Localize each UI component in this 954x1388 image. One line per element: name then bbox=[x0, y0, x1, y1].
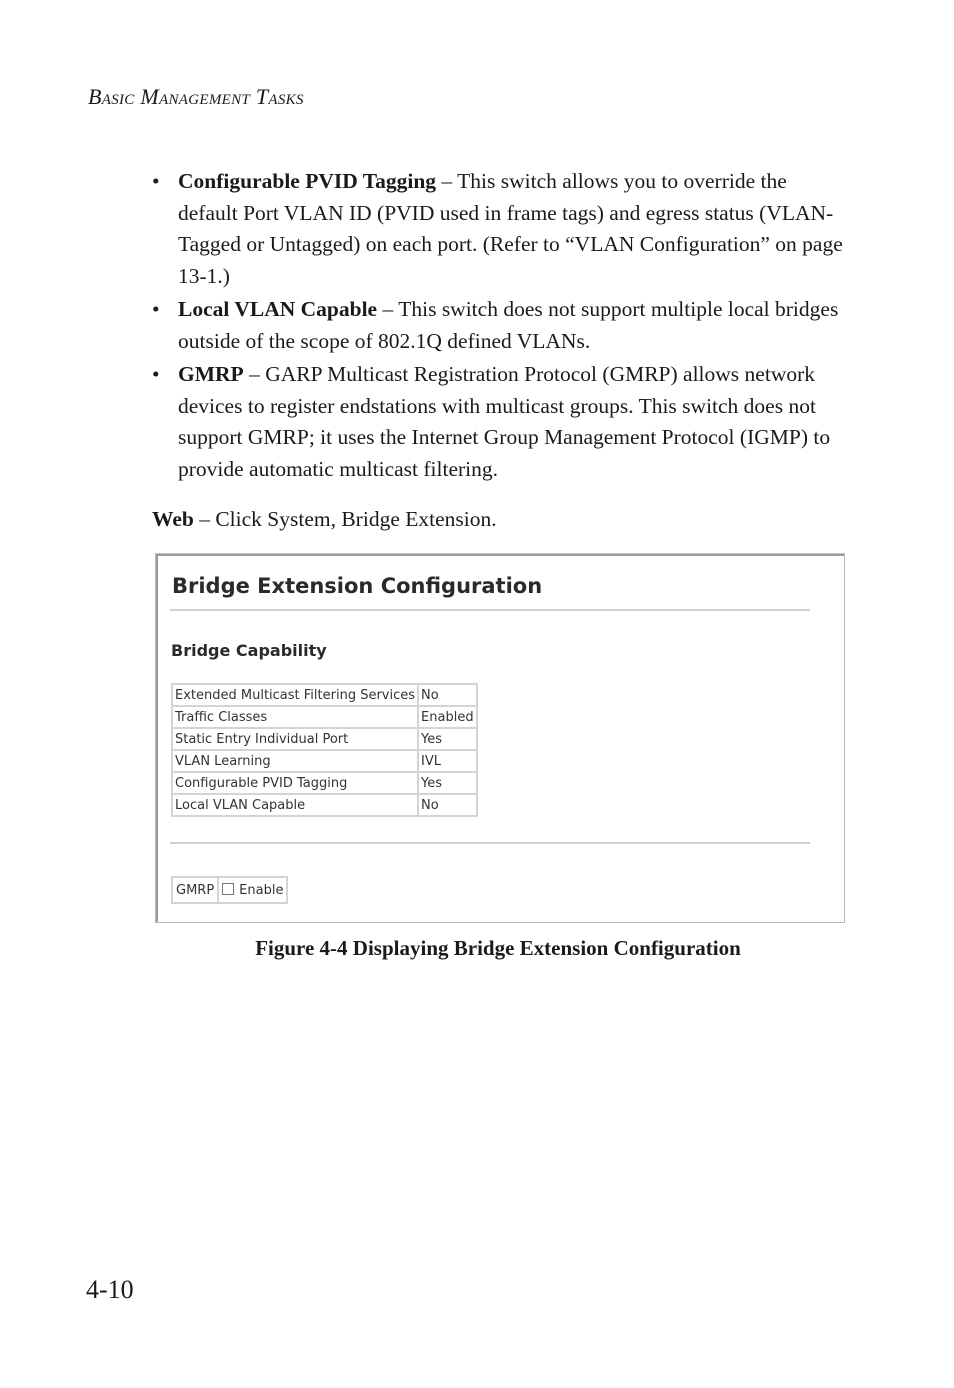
bullet-text: – GARP Multicast Registration Protocol (GMRP) allows network devices to register endstations with multicast groups. This switch does not support GMRP; it uses the Internet Group Management Protocol (IGMP) to provide automatic multicast filtering. bbox=[178, 362, 831, 481]
bullet-item bbox=[150, 166, 850, 292]
divider bbox=[170, 609, 810, 611]
capability-value: No bbox=[418, 684, 477, 706]
table-row bbox=[172, 794, 477, 816]
web-text: – Click System, Bridge Extension. bbox=[193, 507, 497, 531]
figure-caption bbox=[0, 936, 954, 961]
capability-name: Extended Multicast Filtering Services bbox=[172, 684, 418, 706]
capability-name: Local VLAN Capable bbox=[172, 794, 418, 816]
page-title: Bridge Extension Configuration bbox=[172, 574, 543, 598]
capability-value: Enabled bbox=[418, 706, 477, 728]
table-row bbox=[172, 706, 477, 728]
section-title: Bridge Capability bbox=[171, 641, 327, 660]
gmrp-enable-checkbox[interactable] bbox=[222, 883, 234, 895]
gmrp-setting bbox=[171, 876, 288, 904]
capability-name: Configurable PVID Tagging bbox=[172, 772, 418, 794]
page-number: 4-10 bbox=[86, 1275, 134, 1304]
bullet-item bbox=[150, 359, 850, 485]
capability-value: IVL bbox=[418, 750, 477, 772]
figure-caption-text: Figure 4-4 Displaying Bridge Extension Configuration bbox=[255, 936, 741, 960]
capability-value: Yes bbox=[418, 728, 477, 750]
capability-name: Traffic Classes bbox=[172, 706, 418, 728]
bullet-icon: • bbox=[152, 297, 160, 321]
bullet-term: Configurable PVID Tagging bbox=[178, 169, 437, 193]
bridge-extension-screenshot bbox=[155, 553, 845, 923]
bullet-icon: • bbox=[152, 169, 160, 193]
enable-label: Enable bbox=[239, 882, 284, 898]
bullet-text: – This switch allows you to override the default Port VLAN ID (PVID used in frame tags) and egress status (VLAN-Tagged or Untagged) on each port. (Refer to “VLAN Configuration” on page 13-1.) bbox=[178, 169, 843, 288]
bullet-term: Local VLAN Capable bbox=[178, 297, 378, 321]
feature-bullet-list bbox=[150, 166, 850, 487]
capability-name: Static Entry Individual Port bbox=[172, 728, 418, 750]
bullet-icon: • bbox=[152, 362, 160, 386]
web-instruction bbox=[152, 507, 497, 532]
gmrp-enable-cell bbox=[218, 877, 287, 903]
divider bbox=[170, 842, 810, 844]
table-row bbox=[172, 728, 477, 750]
capability-value: Yes bbox=[418, 772, 477, 794]
bullet-item bbox=[150, 294, 850, 357]
bridge-capability-table bbox=[171, 683, 478, 817]
running-head: Basic Management Tasks bbox=[88, 84, 304, 109]
bullet-term: GMRP bbox=[178, 362, 244, 386]
web-label: Web bbox=[152, 507, 194, 531]
capability-name: VLAN Learning bbox=[172, 750, 418, 772]
table-row bbox=[172, 750, 477, 772]
gmrp-label: GMRP bbox=[172, 877, 218, 903]
bullet-text: – This switch does not support multiple local bridges outside of the scope of 802.1Q defined VLANs. bbox=[178, 297, 839, 353]
table-row bbox=[172, 772, 477, 794]
capability-value: No bbox=[418, 794, 477, 816]
table-row bbox=[172, 684, 477, 706]
table-row bbox=[172, 877, 287, 903]
